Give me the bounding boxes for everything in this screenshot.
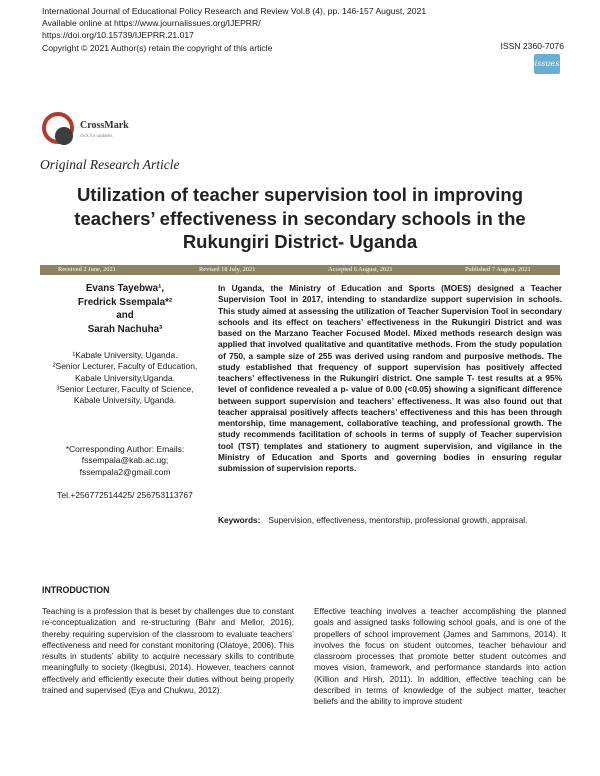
- corresponding-label: *Corresponding Author: Emails:: [65, 444, 185, 454]
- affiliation: ³Senior Lecturer, Faculty of Science, Kabale University, Uganda.: [56, 383, 194, 406]
- email-link[interactable]: fssempala2@gmail.com: [79, 466, 171, 477]
- date-accepted: Accepted 6 August, 2021: [328, 266, 393, 273]
- author-conjunction: and: [116, 310, 134, 321]
- keywords-label: Keywords:: [218, 515, 261, 525]
- issn: ISSN 2360-7076: [500, 41, 564, 51]
- telephone: Tel.+256772514425/ 256753113767: [57, 490, 193, 500]
- crossmark-label: CrossMark: [80, 120, 129, 131]
- author-list: [40, 282, 210, 336]
- date-revised: Revised 18 July, 2021: [199, 266, 256, 273]
- copyright-notice: Copyright © 2021 Author(s) retain the copyright of this article: [42, 42, 273, 53]
- article-title: Utilization of teacher supervision tool in improving teachers’ effectiveness in secondary schools in the Rukungiri District- Uganda: [74, 184, 526, 252]
- keywords-text: Supervision, effectiveness, mentorship, professional growth, appraisal.: [268, 515, 528, 525]
- body-column-right: Effective teaching involves a teacher accomplishing the planned goals and assigned tasks following school goals, and is one of the propellers of school improvement (James and Sammons, 2014). It involves the focus on student outcomes, teacher behaviour and classroom processes that promote better student outcomes and moves vision, framework, and performance standards into action (Killion and Hirsh, 2011). In addition, effective teaching can be described in terms of knowledge of the subject matter, teacher beliefs and the ability to improve student: [314, 606, 566, 706]
- affiliation: ¹Kabale University, Uganda.: [72, 350, 178, 360]
- abstract: In Uganda, the Ministry of Education and Sports (MOES) designed a Teacher Supervision Tool in 2017, intending to standardize support supervision in schools. This study aimed at assessing the utilization of Teacher Supervision Tool in secondary schools and its effect on teachers’ effectiveness in the Rukungiri District and was based on the Marzano Teacher Focused Model. Mixed methods research design was applied that involved qualitative and quantitative methods. From the study population of 750, a sample size of 255 was derived using random and purposive methods. The study established that frequency of support supervision has positively affected teachers’ effectiveness in the Rukungiri district. One sample T- test results at a 95% level of confidence revealed a p- value of 0.00 (<0.05) showing a significant difference between support supervision and teachers’ effectiveness. It was also found out that teacher appraisal positively affects teachers’ effectiveness and this has been through mentorship, time management, collaborative teaching, and professional growth. The study recommends facilitation of schools in terms of supply of Teacher supervision tool (TST) templates and stationery to augment supervision, and vigilance in the Ministry of Education and Sports and governing bodies in ensuring regular submission of supervision reports.: [218, 283, 562, 473]
- email-link[interactable]: fssempala@kab.ac.ug;: [81, 455, 169, 466]
- date-received: Received 2 June, 2021: [58, 266, 116, 273]
- keywords: [218, 515, 562, 526]
- author-name: Fredrick Ssempala*²: [77, 296, 173, 308]
- affiliations: [44, 350, 206, 406]
- affiliation: ²Senior Lecturer, Faculty of Education, Kabale University,Uganda.: [52, 361, 198, 383]
- dates-bar: [40, 265, 560, 275]
- journal-logo: issues: [534, 54, 560, 74]
- journal-url[interactable]: Available online at https://www.journalissues.org/IJEPRR/: [42, 18, 261, 29]
- body-column-left: Teaching is a profession that is beset by challenges due to constant re-conceptualization and re-structuring (Bahr and Mellor, 2016), thereby requiring supervision of the classroom to evaluate teachers’ effectiveness and need for constant monitoring (Olatoye, 2006). This results in students’ ability to acquire necessary skills to contribute meaningfully to society (Ikegbusi, 2014). However, teachers cannot effectively and efficiently execute their duties without being properly trained and supervised (Eya and Chukwu, 2012).: [42, 606, 294, 695]
- doi-link[interactable]: https://doi.org/10.15739/IJEPRR.21.017: [42, 30, 194, 41]
- crossmark-badge[interactable]: [40, 108, 140, 152]
- article-type: Original Research Article: [40, 157, 180, 172]
- author-name: Sarah Nachuha³: [87, 323, 163, 335]
- journal-citation: International Journal of Educational Policy Research and Review Vol.8 (4), pp. 146-157 August, 2021: [42, 6, 427, 16]
- crossmark-sub: click for updates: [80, 133, 113, 138]
- journal-header: [42, 5, 562, 54]
- crossmark-icon: [42, 112, 74, 144]
- section-heading: INTRODUCTION: [42, 585, 110, 595]
- date-published: Published 7 August, 2021: [465, 266, 531, 273]
- corresponding-author: [40, 444, 210, 478]
- author-name: Evans Tayebwa¹,: [85, 283, 165, 294]
